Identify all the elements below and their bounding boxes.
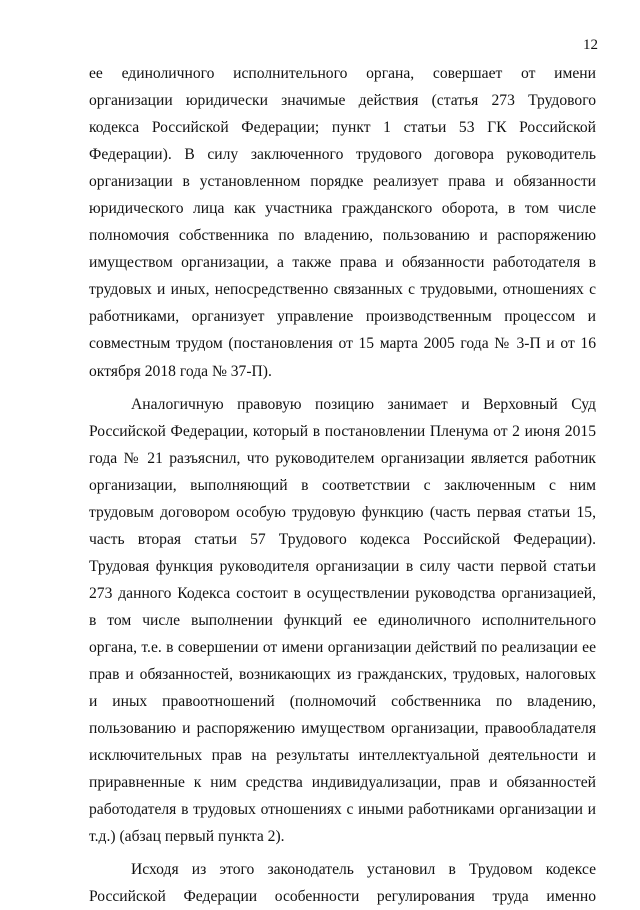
text-line: октября 2018 года № 37-П). bbox=[89, 362, 272, 380]
text-line: органа, т.е. в совершении от имени организации действий по реализации ее bbox=[89, 638, 596, 656]
text-line: трудовым договором особую трудовую функцию (часть первая статьи 15, bbox=[89, 503, 596, 521]
paragraph bbox=[89, 391, 596, 851]
text-line: Российской Федерации, который в постановлении Пленума от 2 июня 2015 bbox=[89, 422, 596, 440]
text-line: юридического лица как участника гражданского оборота, в том числе bbox=[89, 200, 596, 218]
text-line: организации юридически значимые действия (статья 273 Трудового bbox=[89, 92, 596, 110]
text-line: т.д.) (абзац первый пункта 2). bbox=[89, 828, 285, 846]
text-line: организации, выполняющий в соответствии с заключенным с ним bbox=[89, 476, 596, 494]
text-line: 273 данного Кодекса состоит в осуществлении руководства организацией, bbox=[89, 584, 596, 602]
text-line: ее единоличного исполнительного органа, совершает от имени bbox=[89, 65, 596, 82]
text-line: работниками, организует управление производственным процессом и bbox=[89, 308, 596, 326]
text-line: работодателя в трудовых отношениях с иными работниками организации и bbox=[89, 801, 596, 819]
text-line: приравненные к ним средства индивидуализации, прав и обязанностей bbox=[89, 774, 596, 792]
text-line: прав и обязанностей, возникающих из гражданских, трудовых, налоговых bbox=[89, 666, 596, 684]
text-line: Исходя из этого законодатель установил в Трудовом кодексе bbox=[131, 861, 596, 879]
text-line: трудовых и иных, непосредственно связанных с трудовыми, отношениях с bbox=[89, 281, 596, 299]
paragraph bbox=[89, 856, 596, 910]
text-line: Федерации). В силу заключенного трудового договора руководитель bbox=[89, 146, 596, 164]
paragraph bbox=[89, 60, 596, 385]
text-line: Российской Федерации особенности регулирования труда именно bbox=[89, 888, 596, 906]
text-line: имуществом организации, а также права и обязанности работодателя в bbox=[89, 254, 596, 272]
text-line: и иных правоотношений (полномочий собственника по владению, bbox=[89, 693, 596, 711]
document-body bbox=[89, 60, 596, 910]
text-line: совместным трудом (постановления от 15 марта 2005 года № 3-П и от 16 bbox=[89, 335, 596, 353]
text-line: полномочия собственника по владению, пользованию и распоряжению bbox=[89, 227, 596, 245]
page-number: 12 bbox=[583, 37, 598, 53]
text-line: Аналогичную правовую позицию занимает и Верховный Суд bbox=[131, 395, 596, 413]
text-line: часть вторая статьи 57 Трудового кодекса Российской Федерации). bbox=[89, 530, 596, 548]
text-line: организации в установленном порядке реализует права и обязанности bbox=[89, 173, 596, 191]
text-line: Трудовая функция руководителя организации в силу части первой статьи bbox=[89, 557, 596, 575]
text-line: года № 21 разъяснил, что руководителем организации является работник bbox=[89, 449, 596, 467]
text-line: в том числе выполнении функций ее единоличного исполнительного bbox=[89, 611, 596, 629]
text-line: пользованию и распоряжению имуществом организации, правообладателя bbox=[89, 720, 596, 738]
text-line: исключительных прав на результаты интеллектуальной деятельности и bbox=[89, 747, 596, 765]
text-line: кодекса Российской Федерации; пункт 1 статьи 53 ГК Российской bbox=[89, 119, 596, 137]
